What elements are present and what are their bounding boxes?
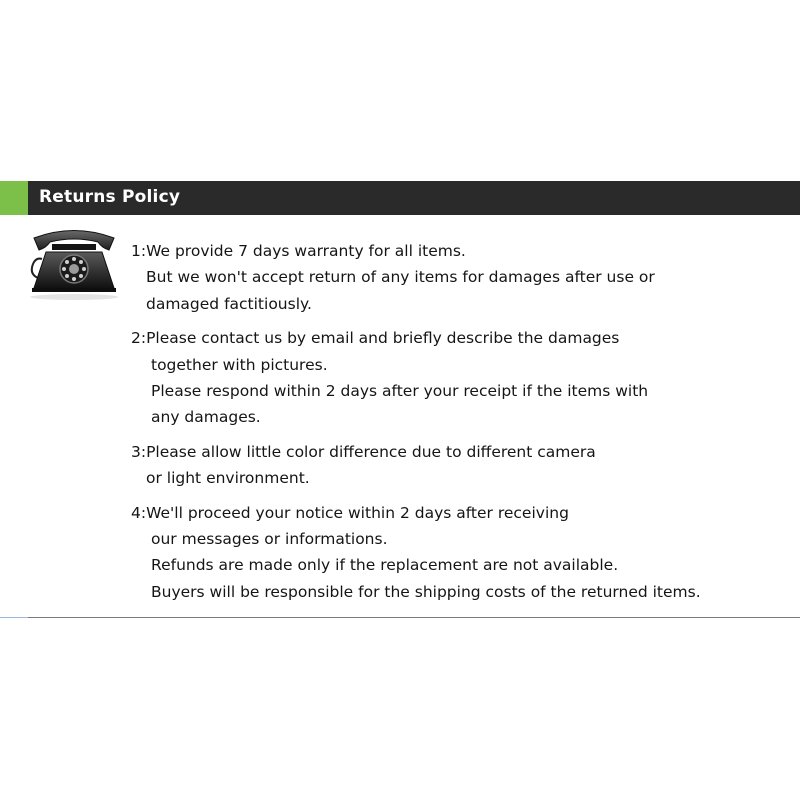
header-accent (0, 181, 28, 215)
policy-line: Please respond within 2 days after your receipt if the items with (151, 382, 649, 401)
policy-line: damaged factitiously. (146, 294, 312, 313)
policy-line: or light environment. (146, 469, 310, 488)
policy-item-1 (131, 238, 796, 317)
telephone-icon (24, 222, 124, 302)
policy-line: 3:Please allow little color difference due to different camera (131, 442, 596, 461)
page-title: Returns Policy (39, 187, 181, 207)
policy-line: Refunds are made only if the replacement are not available. (151, 556, 619, 575)
policy-line: But we won't accept return of any items for damages after use or (146, 268, 655, 287)
policy-line: together with pictures. (151, 355, 328, 374)
header-bar (0, 181, 800, 215)
policy-item-3 (131, 439, 796, 492)
bottom-divider-accent (0, 617, 28, 618)
policy-line: any damages. (151, 408, 261, 427)
bottom-divider (0, 617, 800, 618)
policy-item-4 (131, 500, 796, 606)
policy-line: 4:We'll proceed your notice within 2 days after receiving (131, 503, 569, 522)
policy-item-2 (131, 325, 796, 431)
policy-line: 2:Please contact us by email and briefly describe the damages (131, 329, 620, 348)
policy-line: Buyers will be responsible for the shipping costs of the returned items. (151, 582, 701, 601)
policy-line: our messages or informations. (151, 530, 388, 549)
policy-line: 1:We provide 7 days warranty for all items. (131, 242, 466, 260)
policy-text (131, 238, 796, 605)
